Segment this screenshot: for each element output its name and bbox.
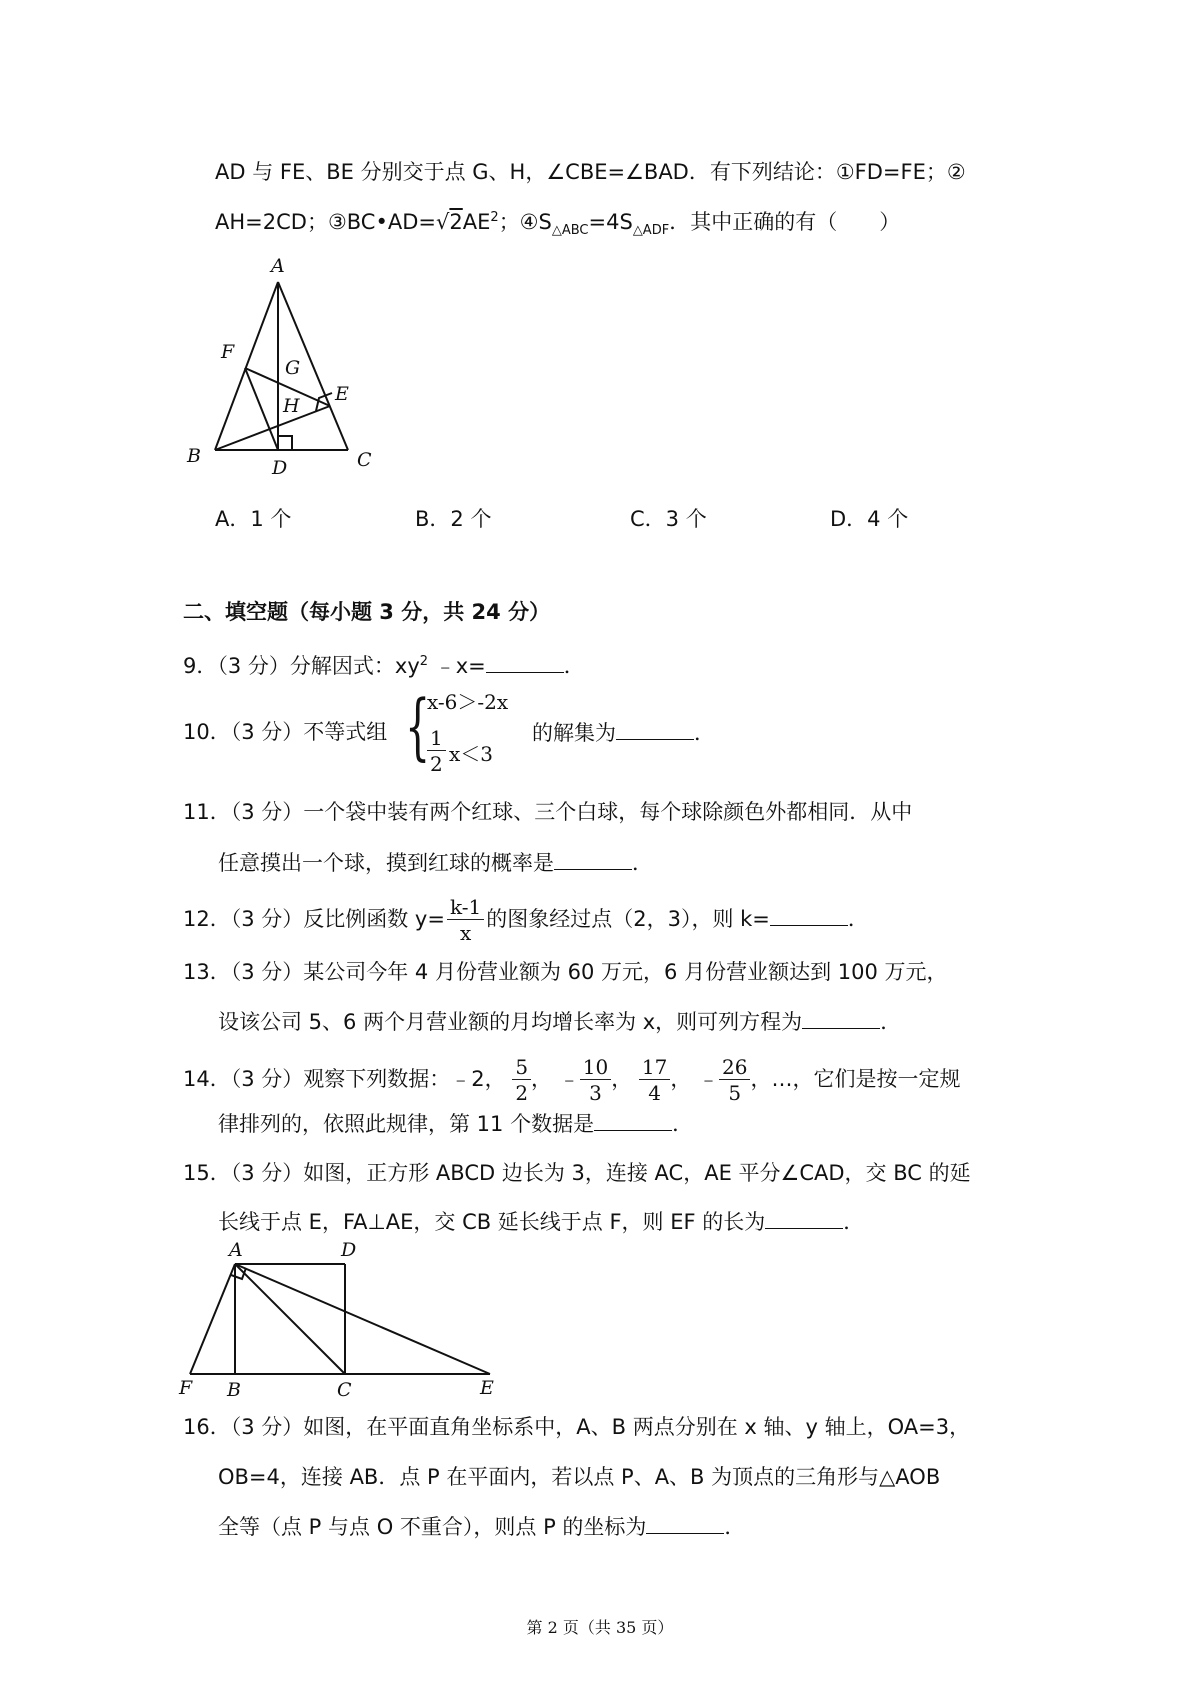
q10-tail <box>532 717 715 748</box>
q10-text-b: 的解集为 <box>532 721 616 745</box>
q14-frac-4-num: 26 <box>719 1057 750 1080</box>
q11-line2 <box>218 847 653 878</box>
q10-end: ． <box>694 721 715 745</box>
segment-ae <box>235 1264 490 1374</box>
q14-answer-blank[interactable] <box>594 1108 672 1131</box>
label-f2: F <box>179 1377 193 1398</box>
section-heading: 二、填空题（每小题 3 分，共 24 分） <box>183 600 551 624</box>
q14-line2-text: 律排列的，依照此规律，第 11 个数据是 <box>218 1112 595 1136</box>
label-b: B <box>187 445 201 467</box>
q10-text-a: 10．（3 分）不等式组 <box>183 720 388 744</box>
q12-end: ． <box>847 907 869 931</box>
label-c: C <box>357 449 372 471</box>
q14-frac-1-num: 5 <box>512 1057 531 1080</box>
q14-frac-4-den: 5 <box>728 1081 742 1105</box>
q15-line2-text: 长线于点 E，FA⊥AE，交 CB 延长线于点 F，则 EF 的长为 <box>218 1210 766 1234</box>
q14-line2 <box>218 1108 693 1139</box>
q13-line2 <box>218 1006 901 1037</box>
q15-square-figure <box>175 1238 515 1398</box>
q14-frac-2-den: 3 <box>589 1081 602 1105</box>
q14-frac-1-den: 2 <box>515 1081 529 1105</box>
q13-line1: 13．（3 分）某公司今年 4 月份营业额为 60 万元，6 月份营业额达到 100 万元， <box>183 960 948 984</box>
squared-sup: 2 <box>490 210 499 225</box>
q14-frac-2-num: 10 <box>580 1057 611 1080</box>
q12-text-a: 12．（3 分）反比例函数 y= <box>183 907 445 931</box>
q10-half-den: 2 <box>430 752 443 776</box>
q14-frac-3-num: 17 <box>639 1057 670 1080</box>
q16-line2: OB=4，连接 AB．点 P 在平面内，若以点 P、A、B 为顶点的三角形与△AOB <box>218 1465 941 1489</box>
q15-line2 <box>218 1206 864 1237</box>
q15-line1: 15．（3 分）如图，正方形 ABCD 边长为 3，连接 AC，AE 平分∠CAD，交 BC 的延 <box>183 1161 971 1185</box>
label-a: A <box>271 255 285 277</box>
q15-answer-blank[interactable] <box>765 1206 843 1229</box>
q10-brace: { <box>405 684 431 768</box>
q14-frac-3 <box>639 1057 670 1103</box>
q11-answer-blank[interactable] <box>554 847 632 870</box>
q14-frac-1 <box>512 1057 531 1103</box>
q14-line1: 14．（3 分）观察下列数据：﹣2， $\frac{5}{2}$ ， ﹣ $\frac{10}{3}$ ， $\frac{17}{4}$ ， ﹣ $\frac{26}{5}$ ，…，它们是按一定规 <box>183 1055 961 1105</box>
label-d: D <box>272 457 288 479</box>
q14-frac-2-sign: ﹣ <box>558 1067 580 1091</box>
q8-line2-d: =4S <box>588 210 633 234</box>
option-d: D．4 个 <box>830 507 909 531</box>
q9 <box>183 647 585 681</box>
label-e: E <box>335 383 349 405</box>
q11-line2-text: 任意摸出一个球，摸到红球的概率是 <box>218 851 554 875</box>
q8-line2-c: ；④S <box>498 210 552 234</box>
q10-ineq1: x-6＞-2x <box>427 690 509 714</box>
q8-line2-e: ．其中正确的有（ ） <box>669 210 901 234</box>
q16-line3-text: 全等（点 P 与点 O 不重合），则点 P 的坐标为 <box>218 1515 647 1539</box>
q14-frac-2 <box>580 1057 611 1103</box>
label-h: H <box>283 395 300 417</box>
q14-text-b: ，…，它们是按一定规 <box>750 1067 961 1091</box>
segment-be <box>215 406 330 450</box>
q16-end: ． <box>724 1515 746 1539</box>
q12-answer-blank[interactable] <box>770 903 848 926</box>
q12-num: k-1 <box>447 897 484 920</box>
q9-answer-blank[interactable] <box>486 650 564 673</box>
option-c: C．3 个 <box>630 507 707 531</box>
label-g: G <box>285 357 301 379</box>
q8-sub-adf: △ADF <box>632 223 670 239</box>
q10-ineq2: x＜3 <box>449 742 494 766</box>
q12-den: x <box>459 921 472 945</box>
q14-end: ． <box>672 1112 694 1136</box>
q8-line1-text: AD 与 FE、BE 分别交于点 G、H，∠CBE=∠BAD．有下列结论：①FD=FE；② <box>215 160 966 184</box>
q13-answer-blank[interactable] <box>802 1006 880 1029</box>
q9-text-b: ﹣x= <box>428 654 486 678</box>
q8-line2-b: AE <box>462 210 491 234</box>
q9-text-a: 9．（3 分）分解因式：xy <box>183 654 420 678</box>
option-a: A．1 个 <box>215 507 292 531</box>
q9-sup: 2 <box>419 654 429 669</box>
q12 <box>183 897 869 943</box>
q8-line2 <box>215 203 900 246</box>
label-a2: A <box>229 1239 243 1261</box>
q10-half <box>427 728 446 774</box>
label-d2: D <box>341 1239 357 1261</box>
label-b2: B <box>227 1379 241 1398</box>
q10 <box>183 717 387 747</box>
q8-line2-a: AH=2CD；③BC•AD= <box>215 210 436 234</box>
segment-af <box>190 1264 235 1374</box>
label-e2: E <box>480 1377 494 1398</box>
q12-fraction <box>447 897 484 943</box>
q11-line1: 11．（3 分）一个袋中装有两个红球、三个白球，每个球除颜色外都相同．从中 <box>183 800 913 824</box>
label-c2: C <box>337 1379 352 1398</box>
q8-line1 <box>215 157 966 187</box>
q14-frac-3-den: 4 <box>648 1081 661 1105</box>
option-b: B．2 个 <box>415 507 492 531</box>
q16-line1: 16．（3 分）如图，在平面直角坐标系中，A、B 两点分别在 x 轴、y 轴上，OA=3， <box>183 1415 971 1439</box>
q15-end: ． <box>843 1210 865 1234</box>
q16-line3 <box>218 1511 745 1542</box>
q14-frac-4-sign: ﹣ <box>698 1067 720 1091</box>
right-angle-d <box>278 436 292 450</box>
q14-frac-4 <box>719 1057 750 1103</box>
q14-text-a: 14．（3 分）观察下列数据：﹣2， <box>183 1067 506 1091</box>
q10-answer-blank[interactable] <box>616 717 694 740</box>
q8-sub-abc: △ABC <box>551 223 589 239</box>
page-footer: 第 2 页（共 35 页） <box>526 1618 674 1637</box>
sqrt2-symbol: √2 <box>436 210 463 234</box>
segment-ac <box>235 1264 345 1374</box>
q13-end: ． <box>880 1010 902 1034</box>
q10-system <box>405 686 525 778</box>
q16-answer-blank[interactable] <box>646 1511 724 1534</box>
q13-line2-text: 设该公司 5、6 两个月营业额的月均增长率为 x，则可列方程为 <box>218 1010 803 1034</box>
label-f: F <box>221 341 235 363</box>
q9-end: ． <box>563 654 585 678</box>
q11-end: ． <box>632 851 653 875</box>
q8-triangle-figure <box>175 250 395 480</box>
q10-half-num: 1 <box>427 728 446 751</box>
q12-text-b: 的图象经过点（2，3），则 k= <box>486 907 770 931</box>
